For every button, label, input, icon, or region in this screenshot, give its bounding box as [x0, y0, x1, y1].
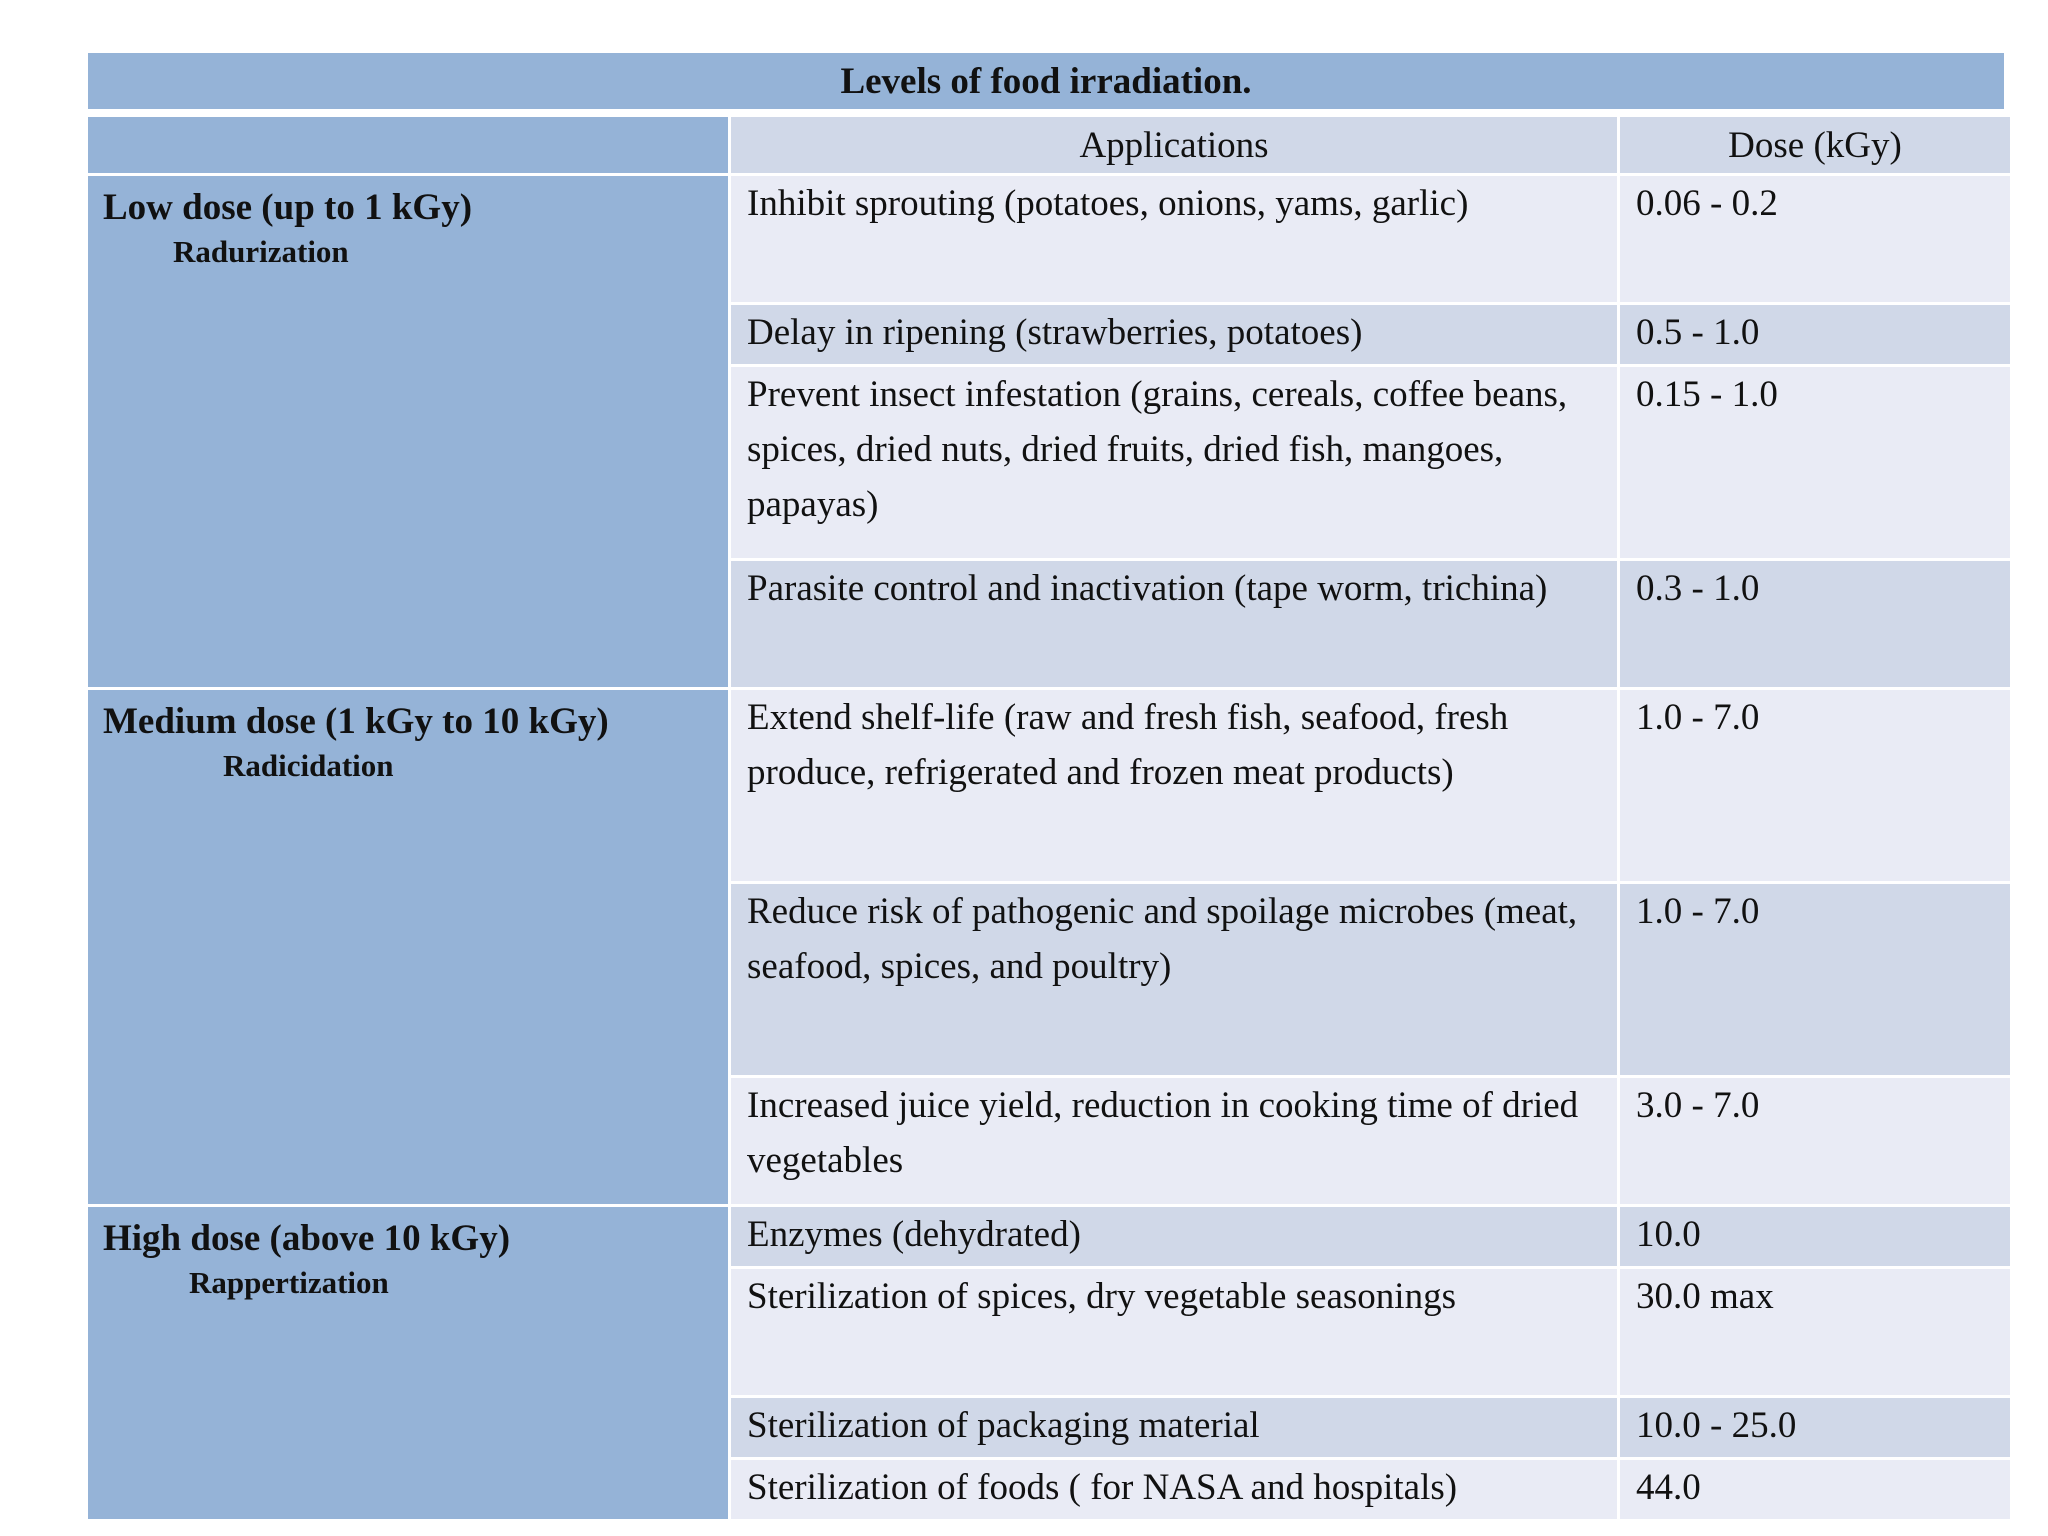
group-subname: Radurization	[173, 234, 349, 269]
title-gap	[88, 109, 2004, 117]
application-cell: Prevent insect infestation (grains, cereals, coffee beans, spices, dried nuts, dried fruits, dried fish, mangoes, papayas)	[731, 367, 1617, 558]
application-cell: Extend shelf-life (raw and fresh fish, seafood, fresh produce, refrigerated and frozen meat products)	[731, 690, 1617, 881]
dose-cell: 0.15 - 1.0	[1620, 367, 2010, 558]
group-name: Low dose (up to 1 kGy)	[103, 187, 473, 228]
application-cell: Increased juice yield, reduction in cooking time of dried vegetables	[731, 1078, 1617, 1204]
group-medium-dose	[88, 690, 728, 1204]
application-cell: Enzymes (dehydrated)	[731, 1207, 1617, 1266]
dose-cell: 10.0	[1620, 1207, 2010, 1266]
header-blank-cell	[88, 117, 728, 173]
group-name: High dose (above 10 kGy)	[103, 1218, 511, 1259]
application-cell: Sterilization of spices, dry vegetable seasonings	[731, 1269, 1617, 1395]
application-cell: Reduce risk of pathogenic and spoilage microbes (meat, seafood, spices, and poultry)	[731, 884, 1617, 1075]
group-subname: Rappertization	[189, 1265, 389, 1300]
dose-cell: 3.0 - 7.0	[1620, 1078, 2010, 1204]
application-cell: Delay in ripening (strawberries, potatoes)	[731, 305, 1617, 364]
header-dose: Dose (kGy)	[1620, 117, 2010, 173]
group-high-dose	[88, 1207, 728, 1519]
application-cell: Sterilization of foods ( for NASA and hospitals)	[731, 1460, 1617, 1519]
dose-cell: 1.0 - 7.0	[1620, 690, 2010, 881]
header-applications: Applications	[731, 117, 1617, 173]
dose-cell: 0.5 - 1.0	[1620, 305, 2010, 364]
table-grid	[88, 117, 2004, 1519]
group-name: Medium dose (1 kGy to 10 kGy)	[103, 701, 609, 742]
group-low-dose	[88, 176, 728, 687]
table-title: Levels of food irradiation.	[88, 53, 2004, 109]
application-cell: Sterilization of packaging material	[731, 1398, 1617, 1457]
dose-cell: 10.0 - 25.0	[1620, 1398, 2010, 1457]
dose-cell: 0.06 - 0.2	[1620, 176, 2010, 302]
application-cell: Inhibit sprouting (potatoes, onions, yams, garlic)	[731, 176, 1617, 302]
dose-cell: 0.3 - 1.0	[1620, 561, 2010, 687]
dose-cell: 44.0	[1620, 1460, 2010, 1519]
dose-cell: 30.0 max	[1620, 1269, 2010, 1395]
application-cell: Parasite control and inactivation (tape worm, trichina)	[731, 561, 1617, 687]
dose-cell: 1.0 - 7.0	[1620, 884, 2010, 1075]
group-subname: Radicidation	[223, 748, 394, 783]
irradiation-table	[88, 53, 2004, 1519]
